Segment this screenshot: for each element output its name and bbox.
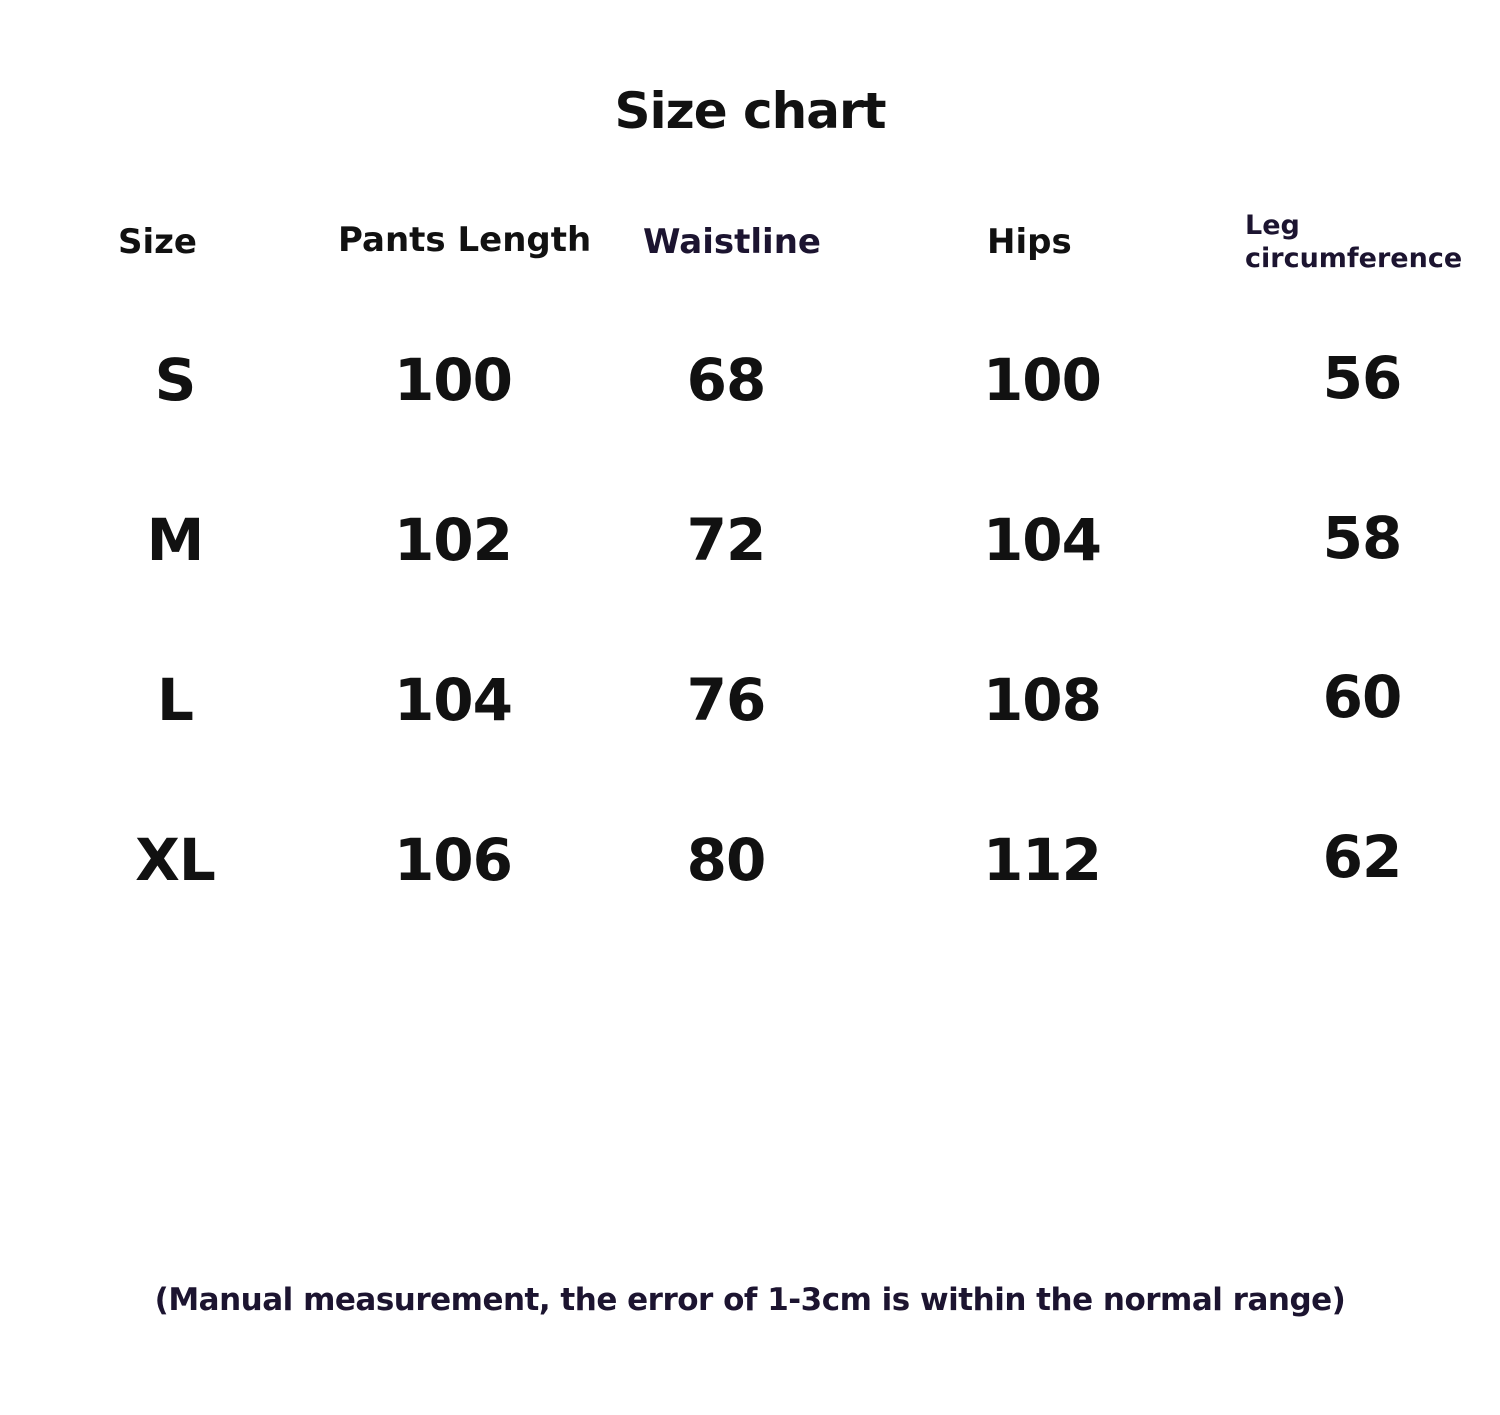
measurement-note: (Manual measurement, the error of 1-3cm is within the normal range) xyxy=(154,1282,1346,1318)
header-waistline: Waistline xyxy=(643,222,821,262)
cell-waistline: 68 xyxy=(686,346,766,414)
cell-hips: 104 xyxy=(982,506,1102,574)
header-leg-circumference xyxy=(1245,209,1462,275)
cell-leg-circumference: 60 xyxy=(1322,663,1402,731)
cell-pants-length: 102 xyxy=(393,506,513,574)
cell-size: S xyxy=(154,346,196,414)
header-pants-length: Pants Length xyxy=(338,220,592,260)
cell-leg-circumference: 58 xyxy=(1322,504,1402,572)
cell-pants-length: 106 xyxy=(393,826,513,894)
cell-hips: 112 xyxy=(982,826,1102,894)
header-leg-line1: Leg xyxy=(1245,210,1300,241)
cell-leg-circumference: 62 xyxy=(1322,823,1402,891)
cell-size: XL xyxy=(135,826,215,894)
cell-waistline: 76 xyxy=(686,666,766,734)
header-leg-line2: circumference xyxy=(1245,243,1463,274)
cell-hips: 108 xyxy=(982,666,1102,734)
cell-pants-length: 100 xyxy=(393,346,513,414)
cell-waistline: 80 xyxy=(686,826,766,894)
cell-size: M xyxy=(146,506,204,574)
cell-size: L xyxy=(157,666,193,734)
header-size: Size xyxy=(118,222,197,262)
cell-pants-length: 104 xyxy=(393,666,513,734)
cell-waistline: 72 xyxy=(686,506,766,574)
cell-hips: 100 xyxy=(982,346,1102,414)
page-title: Size chart xyxy=(614,82,886,140)
cell-leg-circumference: 56 xyxy=(1322,344,1402,412)
header-hips: Hips xyxy=(987,222,1072,262)
